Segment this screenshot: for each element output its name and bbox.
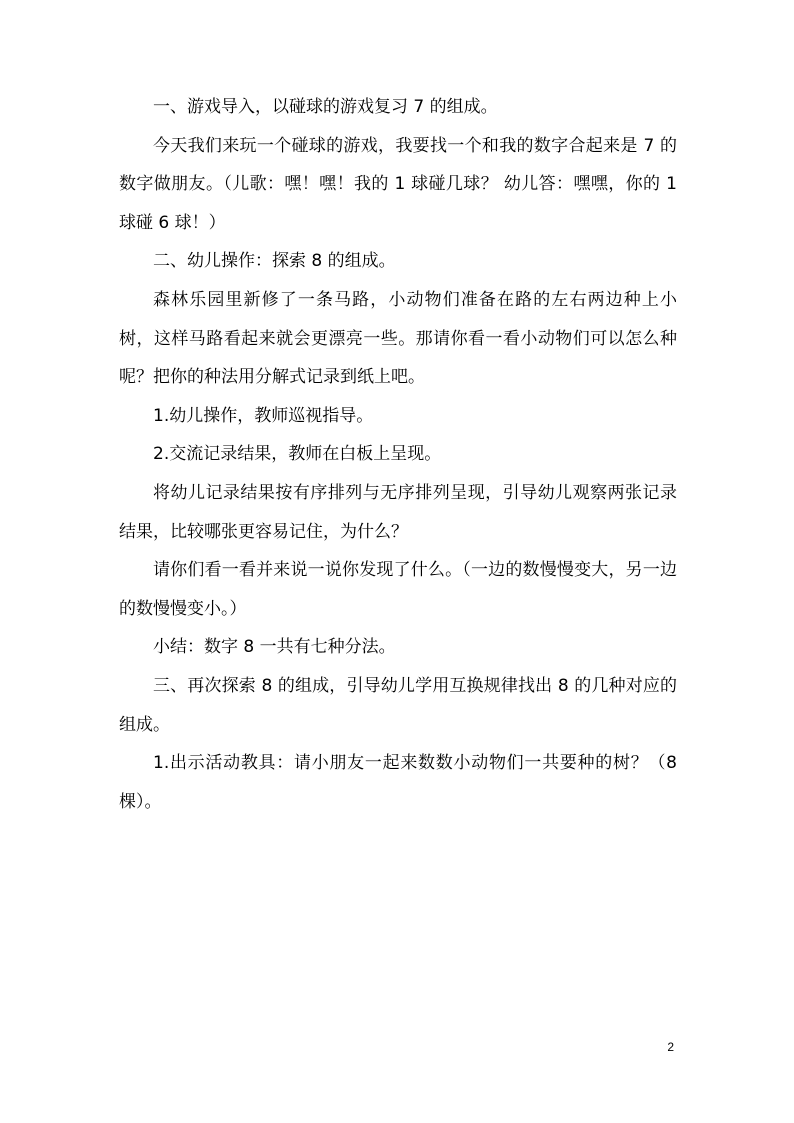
paragraph-heading-3: 三、再次探索 8 的组成，引导幼儿学用互换规律找出 8 的几种对应的组成。 <box>119 675 677 735</box>
paragraph: 森林乐园里新修了一条马路，小动物们准备在路的左右两边种上小树，这样马路看起来就会更漂亮一些。那请你看一看小动物们可以怎么种呢？把你的种法用分解式记录到纸上吧。 <box>119 289 677 388</box>
paragraph-heading-2: 二、幼儿操作：探索 8 的组成。 <box>153 251 396 272</box>
document-body <box>119 88 677 821</box>
paragraph-summary: 小结：数字 8 一共有七种分法。 <box>153 637 396 658</box>
paragraph: 请你们看一看并来说一说你发现了什么。（一边的数慢慢变大，另一边的数慢慢变小。） <box>119 560 677 619</box>
paragraph: 1.幼儿操作，教师巡视指导。 <box>153 405 374 426</box>
page-number: 2 <box>667 1040 674 1054</box>
paragraph: 今天我们来玩一个碰球的游戏，我要找一个和我的数字合起来是 7 的数字做朋友。（儿歌：嘿！嘿！我的 1 球碰几球？ 幼儿答：嘿嘿，你的 1 球碰 6 球！） <box>119 135 677 233</box>
paragraph: 将幼儿记录结果按有序排列与无序排列呈现，引导幼儿观察两张记录结果，比较哪张更容易记住，为什么？ <box>119 482 677 542</box>
paragraph: 2.交流记录结果，教师在白板上呈现。 <box>153 444 442 465</box>
paragraph-heading-1: 一、游戏导入，以碰球的游戏复习 7 的组成。 <box>153 97 498 117</box>
paragraph: 1.出示活动教具：请小朋友一起来数数小动物们一共要种的树？（8 棵）。 <box>119 753 677 812</box>
